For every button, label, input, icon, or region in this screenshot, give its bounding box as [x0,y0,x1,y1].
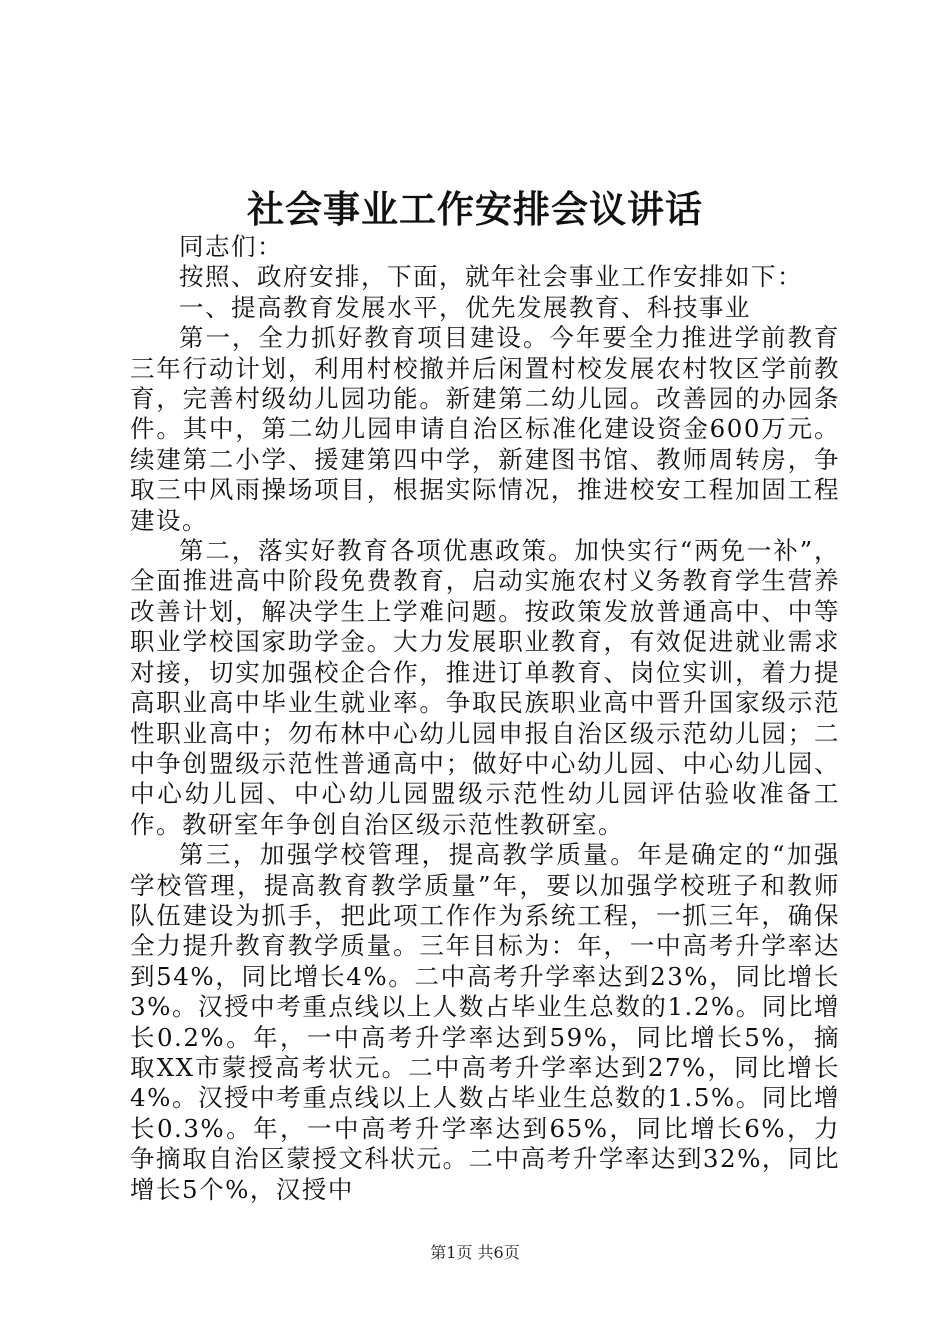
salutation-paragraph: 同志们： [179,232,283,261]
document-title: 社会事业工作安排会议讲话 [247,187,703,231]
document-body [130,232,840,1205]
intro-paragraph: 按照、政府安排，下面，就年社会事业工作安排如下： [179,262,803,292]
body-paragraph-second: 第二，落实好教育各项优惠政策。加快实行“两免一补”，全面推进高中阶段免费教育，启动实施农村义务教育学生营养改善计划，解决学生上学难问题。按政策发放普通高中、中等职业学校国家助学金。大力发展职业教育，有效促进就业需求对接，切实加强校企合作，推进订单教育、岗位实训，着力提高职业高中毕业生就业率。争取民族职业高中晋升国家级示范性职业高中；勿布林中心幼儿园申报自治区级示范幼儿园；二中争创盟级示范性普通高中；做好中心幼儿园、中心幼儿园、中心幼儿园、中心幼儿园盟级示范性幼儿园评估验收准备工作。教研室年争创自治区级示范性教研室。 [130,536,840,839]
body-paragraph-first: 第一，全力抓好教育项目建设。今年要全力推进学前教育三年行动计划，利用村校撤并后闲置村校发展农村牧区学前教育，完善村级幼儿园功能。新建第二幼儿园。改善园的办园条件。其中，第二幼儿园申请自治区标准化建设资金600万元。续建第二小学、援建第四中学，新建图书馆、教师周转房，争取三中风雨操场项目，根据实际情况，推进校安工程加固工程建设。 [130,323,840,535]
body-paragraph-third: 第三，加强学校管理，提高教学质量。年是确定的“加强学校管理，提高教育教学质量”年，要以加强学校班子和教师队伍建设为抓手，把此项工作作为系统工程，一抓三年，确保全力提升教育教学质量。三年目标为：年，一中高考升学率达到54%，同比增长4%。二中高考升学率达到23%，同比增长3%。汉授中考重点线以上人数占毕业生总数的1.2%。同比增长0.2%。年，一中高考升学率达到59%，同比增长5%，摘取XX市蒙授高考状元。二中高考升学率达到27%，同比增长4%。汉授中考重点线以上人数占毕业生总数的1.5%。同比增长0.3%。年，一中高考升学率达到65%，同比增长6%，力争摘取自治区蒙授文科状元。二中高考升学率达到32%，同比增长5个%，汉授中 [130,840,840,1204]
section-heading: 一、提高教育发展水平，优先发展教育、科技事业 [179,292,751,322]
page-indicator: 第1页 共6页 [430,1243,520,1262]
